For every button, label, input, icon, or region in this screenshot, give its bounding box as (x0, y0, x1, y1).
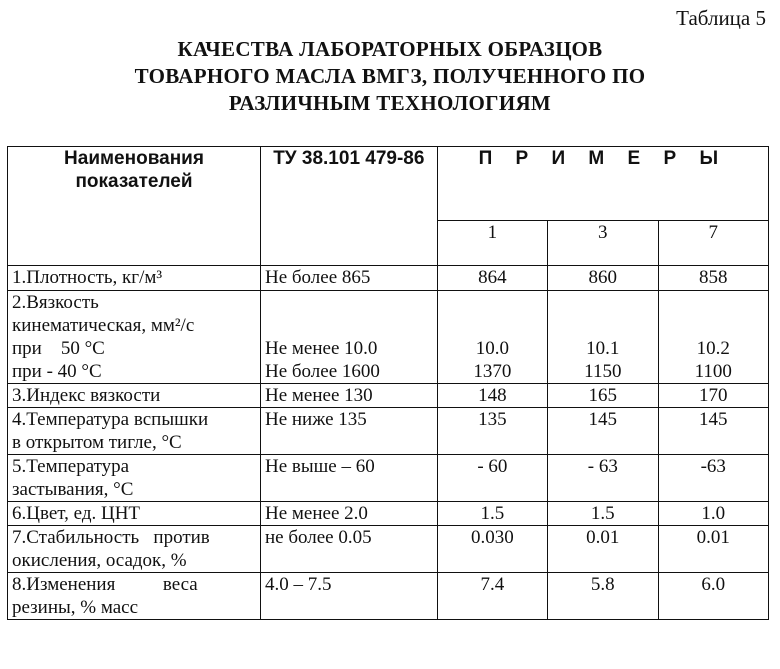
table-row (8, 384, 769, 408)
header-row (8, 147, 769, 221)
param-color: 6.Цвет, ед. ЦНТ (8, 502, 261, 526)
param-rubber-weight-change (8, 573, 261, 620)
param-line: кинематическая, мм²/с (12, 315, 195, 336)
value-line: 1100 (694, 361, 732, 382)
spec-cell: Не более 865 (260, 266, 437, 291)
spec-line: Не более 1600 (264, 361, 380, 382)
value-line: 10.0 (475, 338, 509, 359)
value-cell: 6.0 (658, 573, 768, 620)
param-line: 2.Вязкость (12, 292, 99, 313)
param-oxidation-stability (8, 526, 261, 573)
value-line: 1370 (473, 361, 512, 382)
table-row (8, 408, 769, 455)
param-line: при 50 °С (12, 338, 105, 359)
value-cell: 145 (548, 408, 658, 455)
param-viscosity (8, 291, 261, 384)
example-number-3: 3 (548, 221, 658, 266)
param-line: резины, % масс (12, 597, 139, 618)
table-title (0, 36, 780, 117)
title-line: ТОВАРНОГО МАСЛА ВМГЗ, ПОЛУЧЕННОГО ПО (134, 64, 646, 88)
param-line: окисления, осадок, % (12, 550, 187, 571)
value-cell: 145 (658, 408, 768, 455)
value-cell (437, 291, 547, 384)
value-cell: 0.01 (658, 526, 768, 573)
example-number-1: 1 (437, 221, 547, 266)
table-row (8, 526, 769, 573)
title-line: КАЧЕСТВА ЛАБОРАТОРНЫХ ОБРАЗЦОВ (177, 37, 603, 61)
header-name-line: показателей (75, 171, 193, 192)
value-cell: 1.5 (548, 502, 658, 526)
table-row (8, 291, 769, 384)
param-pour-point (8, 455, 261, 502)
table-row (8, 455, 769, 502)
spec-cell: Не менее 2.0 (260, 502, 437, 526)
header-examples: П Р И М Е Р Ы (437, 147, 768, 221)
value-cell: 170 (658, 384, 768, 408)
spec-line: Не менее 10.0 (264, 338, 378, 359)
value-cell: 1.5 (437, 502, 547, 526)
example-number-7: 7 (658, 221, 768, 266)
value-cell: - 63 (548, 455, 658, 502)
value-cell: 0.01 (548, 526, 658, 573)
param-line: застывания, °С (12, 479, 134, 500)
table-number-label: Таблица 5 (676, 6, 766, 30)
value-cell: 165 (548, 384, 658, 408)
param-density: 1.Плотность, кг/м³ (8, 266, 261, 291)
value-cell: 135 (437, 408, 547, 455)
param-line: 8.Изменения веса (12, 574, 198, 595)
param-viscosity-index: 3.Индекс вязкости (8, 384, 261, 408)
value-cell: 860 (548, 266, 658, 291)
param-line: 4.Температура вспышки (12, 409, 209, 430)
spec-cell: Не менее 130 (260, 384, 437, 408)
value-cell: 1.0 (658, 502, 768, 526)
quality-table (7, 146, 769, 620)
header-name-line: Наименования (64, 148, 204, 169)
value-cell: -63 (658, 455, 768, 502)
spec-cell: Не ниже 135 (260, 408, 437, 455)
spec-cell: 4.0 – 7.5 (260, 573, 437, 620)
table-row (8, 266, 769, 291)
table-row (8, 502, 769, 526)
spec-cell: Не выше – 60 (260, 455, 437, 502)
value-cell (548, 291, 658, 384)
header-parameter-name (8, 147, 261, 266)
param-line: 5.Температура (12, 456, 130, 477)
value-cell: 864 (437, 266, 547, 291)
value-cell: 858 (658, 266, 768, 291)
table-row (8, 573, 769, 620)
value-cell: 0.030 (437, 526, 547, 573)
header-spec: ТУ 38.101 479-86 (260, 147, 437, 266)
value-line: 1150 (584, 361, 622, 382)
spec-cell (260, 291, 437, 384)
value-cell: 7.4 (437, 573, 547, 620)
param-line: 7.Стабильность против (12, 527, 210, 548)
param-flash-point (8, 408, 261, 455)
value-line: 10.2 (696, 338, 730, 359)
value-line: 10.1 (586, 338, 620, 359)
spec-cell: не более 0.05 (260, 526, 437, 573)
param-line: при - 40 °С (12, 361, 102, 382)
value-cell (658, 291, 768, 384)
value-cell: 5.8 (548, 573, 658, 620)
title-line: РАЗЛИЧНЫМ ТЕХНОЛОГИЯМ (228, 91, 552, 115)
value-cell: - 60 (437, 455, 547, 502)
value-cell: 148 (437, 384, 547, 408)
param-line: в открытом тигле, °С (12, 432, 182, 453)
